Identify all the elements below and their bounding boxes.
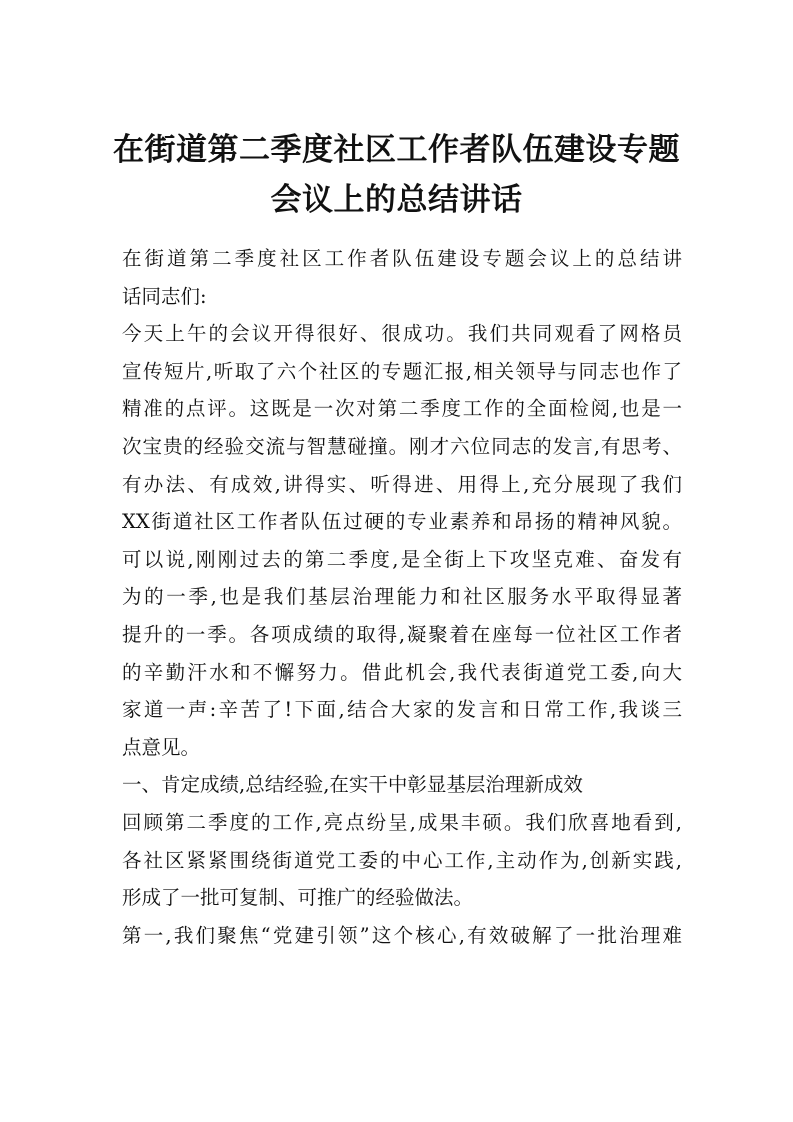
body-line: 家道一声:辛苦了!下面,结合大家的发言和日常工作,我谈三 bbox=[122, 698, 682, 722]
body-line: 话同志们: bbox=[122, 284, 207, 308]
body-line: 在街道第二季度社区工作者队伍建设专题会议上的总结讲 bbox=[122, 247, 682, 270]
body-line: 形成了一批可复制、可推广的经验做法。 bbox=[122, 886, 474, 910]
section-heading: 一、肯定成绩,总结经验,在实干中彰显基层治理新成效 bbox=[122, 773, 583, 797]
body-line: 回顾第二季度的工作,亮点纷呈,成果丰硕。我们欣喜地看到, bbox=[122, 810, 682, 834]
body-line: 为的一季,也是我们基层治理能力和社区服务水平取得显著 bbox=[122, 585, 682, 609]
body-line: 可以说,刚刚过去的第二季度,是全街上下攻坚克难、奋发有 bbox=[122, 547, 682, 571]
body-line: 精准的点评。这既是一次对第二季度工作的全面检阅,也是一 bbox=[122, 397, 682, 421]
body-line: 有办法、有成效,讲得实、听得进、用得上,充分展现了我们 bbox=[122, 472, 682, 496]
body-line: 今天上午的会议开得很好、很成功。我们共同观看了网格员 bbox=[122, 322, 682, 346]
document-title-line-2: 会议上的总结讲话 bbox=[270, 182, 523, 218]
body-line: 的辛勤汗水和不懈努力。借此机会,我代表街道党工委,向大 bbox=[122, 660, 682, 684]
body-line: 宣传短片,听取了六个社区的专题汇报,相关领导与同志也作了 bbox=[122, 359, 682, 383]
body-line: 提升的一季。各项成绩的取得,凝聚着在座每一位社区工作者 bbox=[122, 622, 682, 646]
document-body bbox=[122, 240, 682, 954]
body-line: 点意见。 bbox=[122, 735, 201, 759]
document-title-line-1: 在街道第二季度社区工作者队伍建设专题 bbox=[113, 132, 680, 168]
body-line: 第一,我们聚焦“党建引领”这个核心,有效破解了一批治理难 bbox=[122, 923, 682, 947]
body-line: 次宝贵的经验交流与智慧碰撞。刚才六位同志的发言,有思考、 bbox=[122, 434, 682, 458]
body-line: 各社区紧紧围绕街道党工委的中心工作,主动作为,创新实践, bbox=[122, 848, 682, 872]
body-line: XX街道社区工作者队伍过硬的专业素养和昂扬的精神风貌。 bbox=[122, 510, 682, 534]
